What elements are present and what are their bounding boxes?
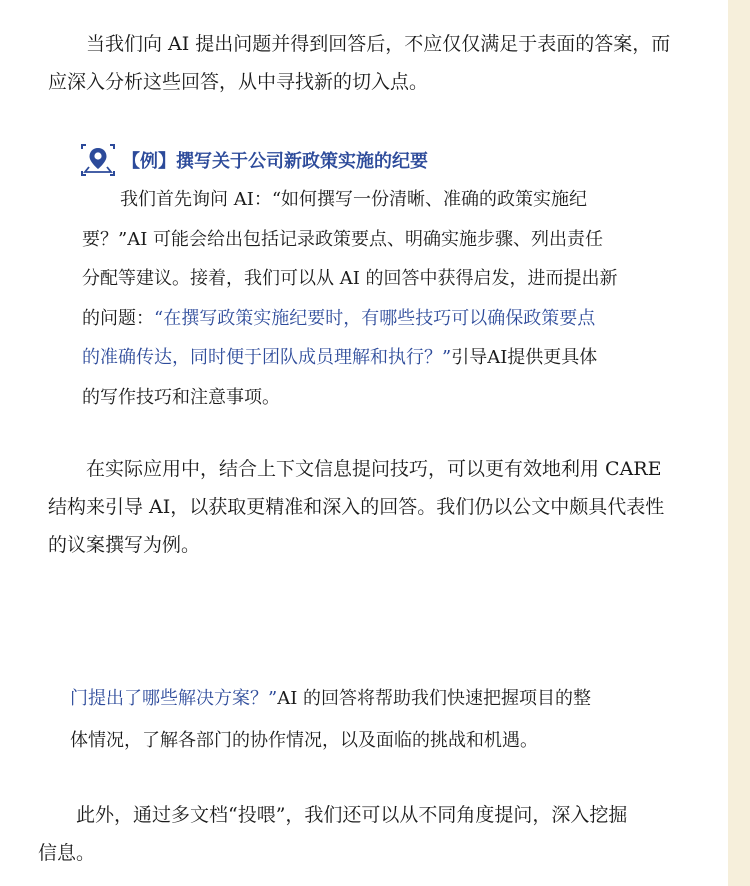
text-line — [82, 338, 618, 378]
paragraph-example — [82, 180, 618, 417]
highlighted-question: 的准确传达，同时便于团队成员理解和执行？” — [82, 347, 452, 368]
highlighted-question: 门提出了哪些解决方案？” — [70, 688, 278, 709]
text-line: 分配等建议。接着，我们可以从 AI 的回答中获得启发，进而提出新 — [82, 268, 618, 289]
text-line: 体情况，了解各部门的协作情况，以及面临的挑战和机遇。 — [70, 730, 538, 751]
text-line — [70, 678, 591, 720]
text-segment: 的问题： — [82, 307, 154, 329]
text-line: 当我们向 AI 提出问题并得到回答后，不应仅仅满足于表面的答案，而 — [86, 33, 671, 55]
text-line: 的议案撰写为例。 — [48, 534, 201, 556]
text-line: 在实际应用中，结合上下文信息提问技巧，可以更有效地利用 CARE — [86, 458, 662, 480]
paragraph-care — [48, 450, 664, 564]
text-segment: 引导AI提供更具体 — [451, 347, 598, 368]
text-line: 结构来引导 AI，以获取更精准和深入的回答。我们仍以公文中颇具代表性 — [48, 496, 665, 518]
paragraph-intro — [48, 25, 670, 101]
text-line: 信息。 — [38, 842, 96, 864]
example-title: 【例】撰写关于公司新政策实施的纪要 — [122, 151, 428, 172]
highlighted-question: “在撰写政策实施纪要时，有哪些技巧可以确保政策要点 — [154, 307, 596, 329]
map-pin-icon — [80, 143, 116, 177]
paragraph-closing — [38, 796, 627, 872]
text-segment: AI 的回答将帮助我们快速把握项目的整 — [277, 688, 592, 709]
text-line: 应深入分析这些回答，从中寻找新的切入点。 — [48, 71, 429, 93]
text-line: 的写作技巧和注意事项。 — [82, 386, 280, 408]
text-line — [82, 299, 618, 339]
text-line: 要？”AI 可能会给出包括记录政策要点、明确实施步骤、列出责任 — [82, 228, 604, 250]
text-line: 我们首先询问 AI：“如何撰写一份清晰、准确的政策实施纪 — [120, 189, 588, 210]
paragraph-continuation — [70, 678, 591, 762]
example-heading — [80, 142, 428, 178]
text-line: 此外，通过多文档“投喂”，我们还可以从不同角度提问，深入挖掘 — [76, 804, 628, 826]
